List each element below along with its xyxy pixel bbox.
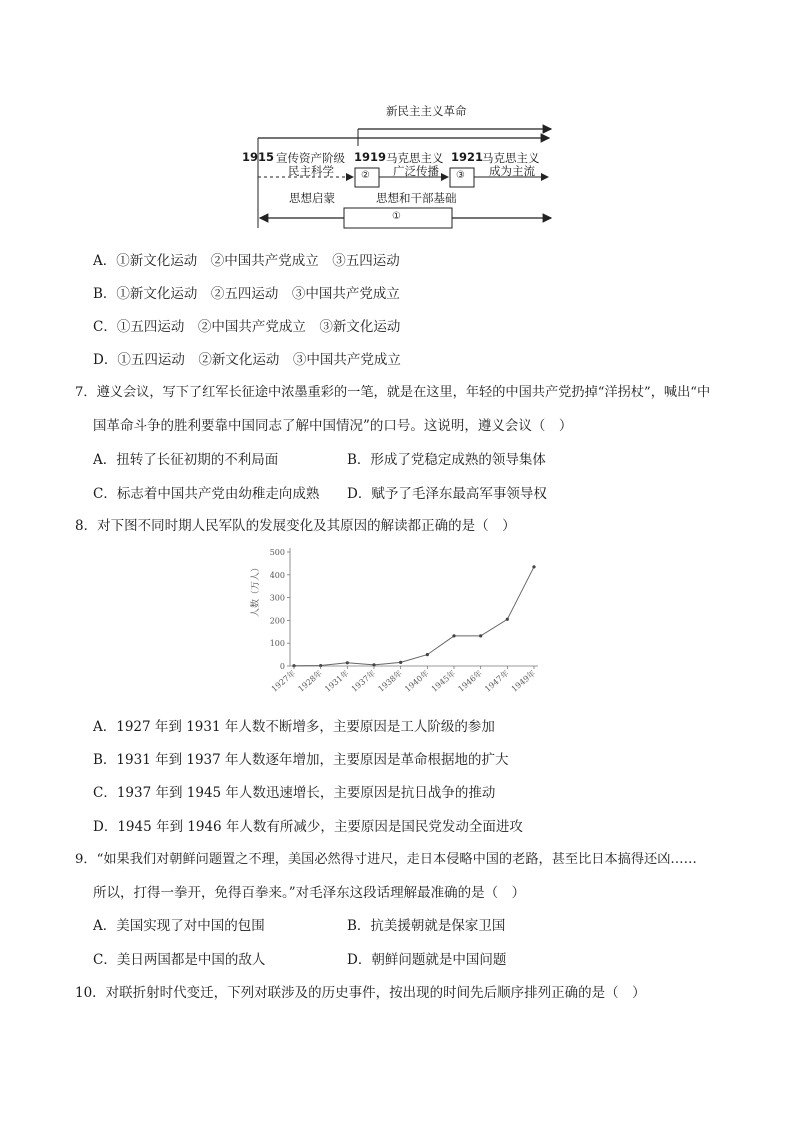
chart-x-tick-label: 1927年 (269, 668, 298, 694)
q7-stem-line2: 国革命斗争的胜利要靠中国同志了解中国情况”的口号。这说明，遵义会议（ ） (93, 418, 573, 434)
q8-option-a: A．1927 年到 1931 年人数不断增多，主要原因是工人阶级的参加 (93, 719, 495, 735)
chart-point (479, 634, 482, 637)
chart-point (399, 661, 402, 664)
stage1-line1: 宣传资产阶级 (276, 151, 345, 165)
chart-y-tick-label: 500 (269, 548, 285, 557)
q9-stem-line1: 9．“如果我们对朝鲜问题置之不理，美国必然得寸进尺，走日本侵略中国的老路，甚至比日本搞得还凶…… (75, 852, 697, 867)
q8-stem: 8．对下图不同时期人民军队的发展变化及其原因的解读都正确的是（ ） (75, 518, 516, 534)
chart-y-tick-label: 300 (269, 593, 285, 603)
q9-stem-line2: 所以，打得一拳开，免得百拳来。”对毛泽东这段话理解最准确的是（ ） (93, 885, 526, 901)
q9-option-b: B．抗美援朝就是保家卫国 (347, 918, 506, 934)
q7-option-c: C．标志着中国共产党由幼稚走向成熟 (93, 486, 320, 502)
chart-point (426, 653, 429, 656)
chart-y-tick-label: 400 (269, 570, 285, 580)
chart-y-axis-label: 人数（万人） (251, 562, 261, 618)
chart-y-tick-label: 100 (269, 639, 285, 649)
chart-point (452, 634, 455, 637)
q9-option-a: A．美国实现了对中国的包围 (93, 918, 265, 934)
chart-point (506, 618, 509, 621)
q6-option-d: D．①五四运动 ②新文化运动 ③中国共产党成立 (93, 352, 401, 368)
chart-x-tick-label: 1937年 (349, 668, 378, 694)
box-2-label: ② (361, 170, 370, 181)
chart-point (532, 565, 535, 568)
box-3-label: ③ (456, 170, 465, 181)
army-size-chart (240, 542, 550, 702)
chart-y-tick-label: 200 (269, 616, 285, 626)
stage1-line2: 民主科学 (288, 164, 334, 178)
chart-x-tick-label: 1938年 (376, 668, 404, 694)
label-basis: 思想和干部基础 (376, 191, 457, 205)
stage3-line1: 马克思主义 (482, 151, 540, 165)
q6-option-a: A．①新文化运动 ②中国共产党成立 ③五四运动 (93, 253, 400, 269)
chart-x-tick-label: 1931年 (323, 668, 351, 694)
chart-point (372, 663, 375, 666)
q8-option-d: D．1945 年到 1946 年人数有所减少，主要原因是国民党发动全面进攻 (93, 819, 523, 835)
q9-option-c: C．美日两国都是中国的敌人 (93, 952, 266, 968)
chart-x-tick-label: 1928年 (296, 668, 324, 694)
chart-x-tick-label: 1947年 (483, 668, 511, 694)
year-1921: 1921 (451, 150, 484, 164)
q8-option-c: C．1937 年到 1945 年人数迅速增长，主要原因是抗日战争的推动 (93, 785, 496, 801)
q7-option-b: B．形成了党稳定成熟的领导集体 (347, 452, 546, 468)
stage2-line2: 广泛传播 (393, 164, 439, 178)
q7-option-d: D．赋予了毛泽东最高军事领导权 (347, 486, 547, 502)
year-1919: 1919 (354, 150, 387, 164)
chart-x-tick-label: 1946年 (456, 668, 484, 694)
chart-point (346, 661, 349, 664)
stage2-line1: 马克思主义 (386, 151, 444, 165)
box-1-label: ① (392, 211, 401, 222)
label-enlightenment: 思想启蒙 (289, 191, 335, 205)
q9-option-d: D．朝鲜问题就是中国问题 (347, 952, 507, 968)
q6-option-c: C．①五四运动 ②中国共产党成立 ③新文化运动 (93, 319, 401, 335)
chart-x-tick-label: 1940年 (403, 668, 431, 694)
q7-stem-line1: 7．遵义会议，写下了红军长征途中浓墨重彩的一笔，就是在这里，年轻的中国共产党扔掉“洋拐杖”，喊出“中 (75, 385, 711, 400)
chart-series-line (294, 567, 534, 666)
year-1915: 1915 (242, 150, 275, 164)
q7-option-a: A．扭转了长征初期的不利局面 (93, 452, 279, 468)
stage3-line2: 成为主流 (489, 164, 535, 178)
q10-stem: 10．对联折射时代变迁，下列对联涉及的历史事件，按出现的时间先后顺序排列正确的是（ ） (75, 985, 646, 1001)
chart-x-tick-label: 1945年 (429, 668, 458, 694)
chart-y-tick-label: 0 (279, 662, 285, 671)
diagram-top-label: 新民主主义革命 (386, 104, 467, 118)
q8-option-b: B．1931 年到 1937 年人数逐年增加，主要原因是革命根据地的扩大 (93, 752, 509, 768)
chart-x-tick-label: 1949年 (509, 668, 538, 694)
q6-option-b: B．①新文化运动 ②五四运动 ③中国共产党成立 (93, 286, 400, 302)
